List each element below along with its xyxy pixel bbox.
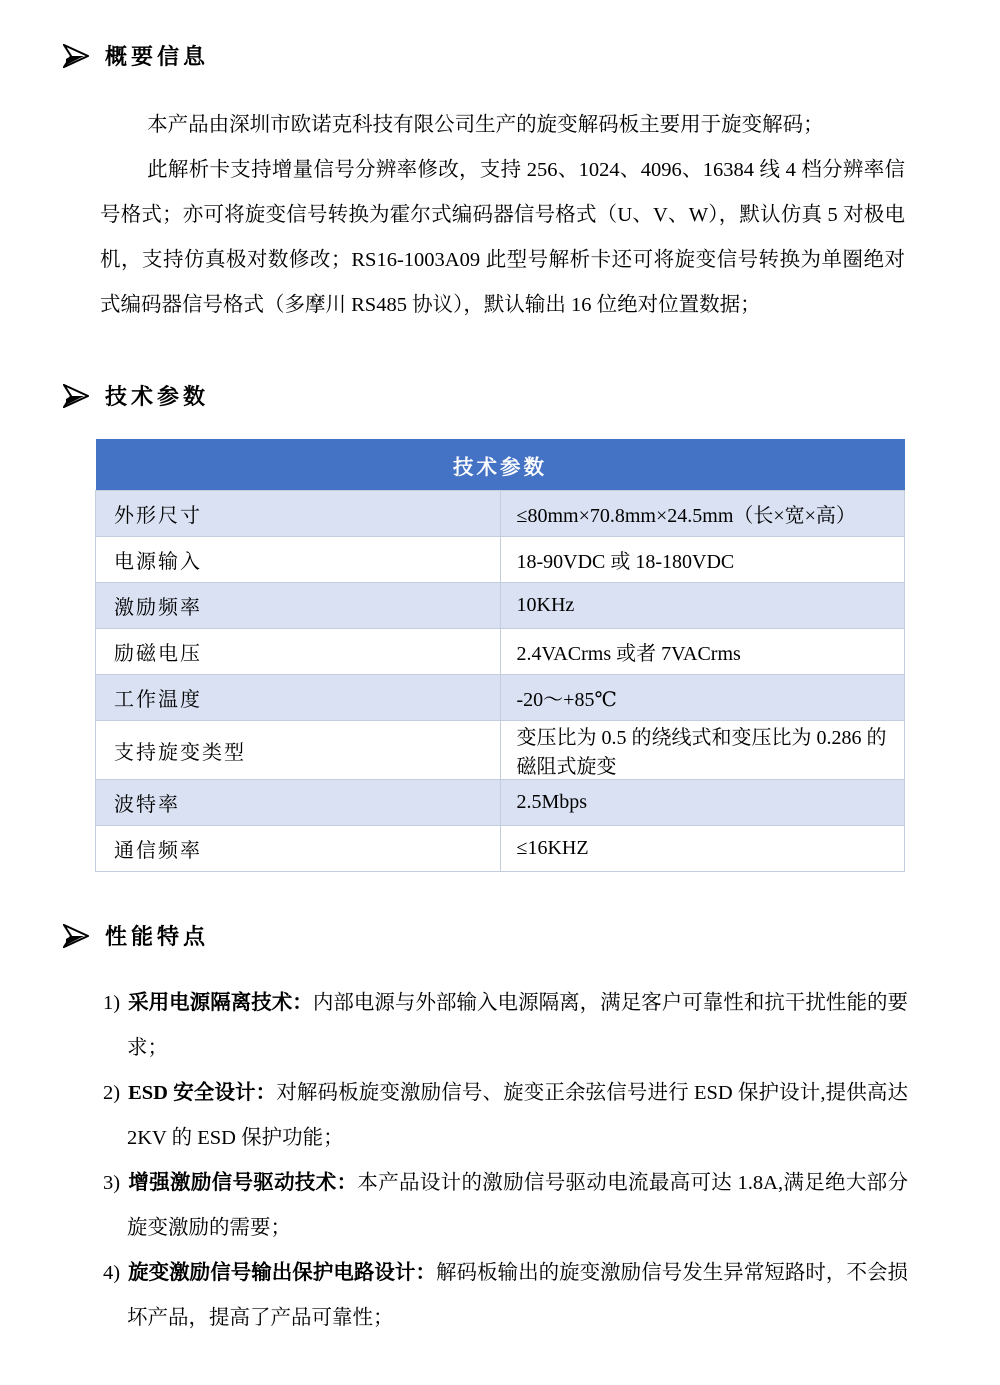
spec-value: 变压比为 0.5 的绕线式和变压比为 0.286 的磁阻式旋变 bbox=[500, 721, 905, 780]
feature-title: 增强激励信号驱动技术： bbox=[128, 1172, 358, 1194]
feature-title: 旋变激励信号输出保护电路设计： bbox=[128, 1262, 436, 1284]
tech-params-table bbox=[95, 439, 905, 872]
spec-value: 2.4VACrms 或者 7VACrms bbox=[500, 629, 905, 675]
feature-number: 1) bbox=[103, 992, 121, 1014]
spec-value: 2.5Mbps bbox=[500, 780, 905, 826]
table-row bbox=[96, 780, 905, 826]
table-row bbox=[96, 537, 905, 583]
feature-item-2 bbox=[103, 1071, 908, 1161]
spec-label: 通信频率 bbox=[96, 826, 501, 872]
feature-title: 采用电源隔离技术： bbox=[128, 992, 313, 1014]
spec-value: ≤80mm×70.8mm×24.5mm（长×宽×高） bbox=[500, 491, 905, 537]
feature-text: 解码板输出的旋变激励信号发生异常短路时，不会损坏产品，提高了产品可靠性； bbox=[127, 1262, 909, 1329]
table-row bbox=[96, 491, 905, 537]
spec-label: 工作温度 bbox=[96, 675, 501, 721]
table-header-row bbox=[96, 439, 905, 491]
spec-label: 外形尺寸 bbox=[96, 491, 501, 537]
overview-heading bbox=[63, 0, 1000, 71]
table-row bbox=[96, 629, 905, 675]
tech-params-heading bbox=[63, 380, 1000, 411]
feature-title: ESD 安全设计： bbox=[128, 1082, 277, 1104]
arrowhead-bullet-icon bbox=[63, 924, 89, 948]
overview-paragraphs bbox=[100, 103, 905, 328]
feature-number: 3) bbox=[103, 1172, 121, 1194]
table-row bbox=[96, 583, 905, 629]
tech-params-heading-text: 技术参数 bbox=[105, 384, 210, 409]
spec-label: 电源输入 bbox=[96, 537, 501, 583]
spec-value: 10KHz bbox=[500, 583, 905, 629]
overview-paragraph-2: 此解析卡支持增量信号分辨率修改，支持 256、1024、4096、16384 线 4 档分辨率信号格式；亦可将旋变信号转换为霍尔式编码器信号格式（U、V、W），默认仿真 5 对极电机，支持仿真极对数修改；RS16-1003A09 此型号解析卡还可将旋变信号转换为单圈绝对式编码器信号格式（多摩川 RS485 协议），默认输出 16 位绝对位置数据； bbox=[100, 159, 905, 316]
features-list bbox=[103, 981, 908, 1341]
spec-value: ≤16KHZ bbox=[500, 826, 905, 872]
table-row bbox=[96, 721, 905, 780]
spec-label: 激励频率 bbox=[96, 583, 501, 629]
table-row bbox=[96, 675, 905, 721]
feature-text: 内部电源与外部输入电源隔离，满足客户可靠性和抗干扰性能的要求； bbox=[127, 992, 909, 1059]
arrowhead-bullet-icon bbox=[63, 384, 89, 408]
features-heading-text: 性能特点 bbox=[105, 924, 210, 949]
table-row bbox=[96, 826, 905, 872]
table-title: 技术参数 bbox=[96, 439, 905, 491]
spec-value: -20～+85℃ bbox=[500, 675, 905, 721]
feature-item-3 bbox=[103, 1161, 908, 1251]
features-heading bbox=[63, 920, 1000, 951]
overview-heading-text: 概要信息 bbox=[105, 44, 210, 69]
feature-text: 对解码板旋变激励信号、旋变正余弦信号进行 ESD 保护设计,提供高达 2KV 的 ESD 保护功能； bbox=[127, 1082, 908, 1149]
feature-item-4 bbox=[103, 1251, 908, 1341]
spec-label: 波特率 bbox=[96, 780, 501, 826]
overview-paragraph-1: 本产品由深圳市欧诺克科技有限公司生产的旋变解码板主要用于旋变解码； bbox=[147, 114, 824, 136]
spec-value: 18-90VDC 或 18-180VDC bbox=[500, 537, 905, 583]
arrowhead-bullet-icon bbox=[63, 44, 89, 68]
spec-label: 励磁电压 bbox=[96, 629, 501, 675]
feature-number: 4) bbox=[103, 1262, 121, 1284]
spec-label: 支持旋变类型 bbox=[96, 721, 501, 780]
feature-number: 2) bbox=[103, 1082, 121, 1104]
feature-item-1 bbox=[103, 981, 908, 1071]
feature-text: 本产品设计的激励信号驱动电流最高可达 1.8A,满足绝大部分旋变激励的需要； bbox=[127, 1172, 908, 1239]
